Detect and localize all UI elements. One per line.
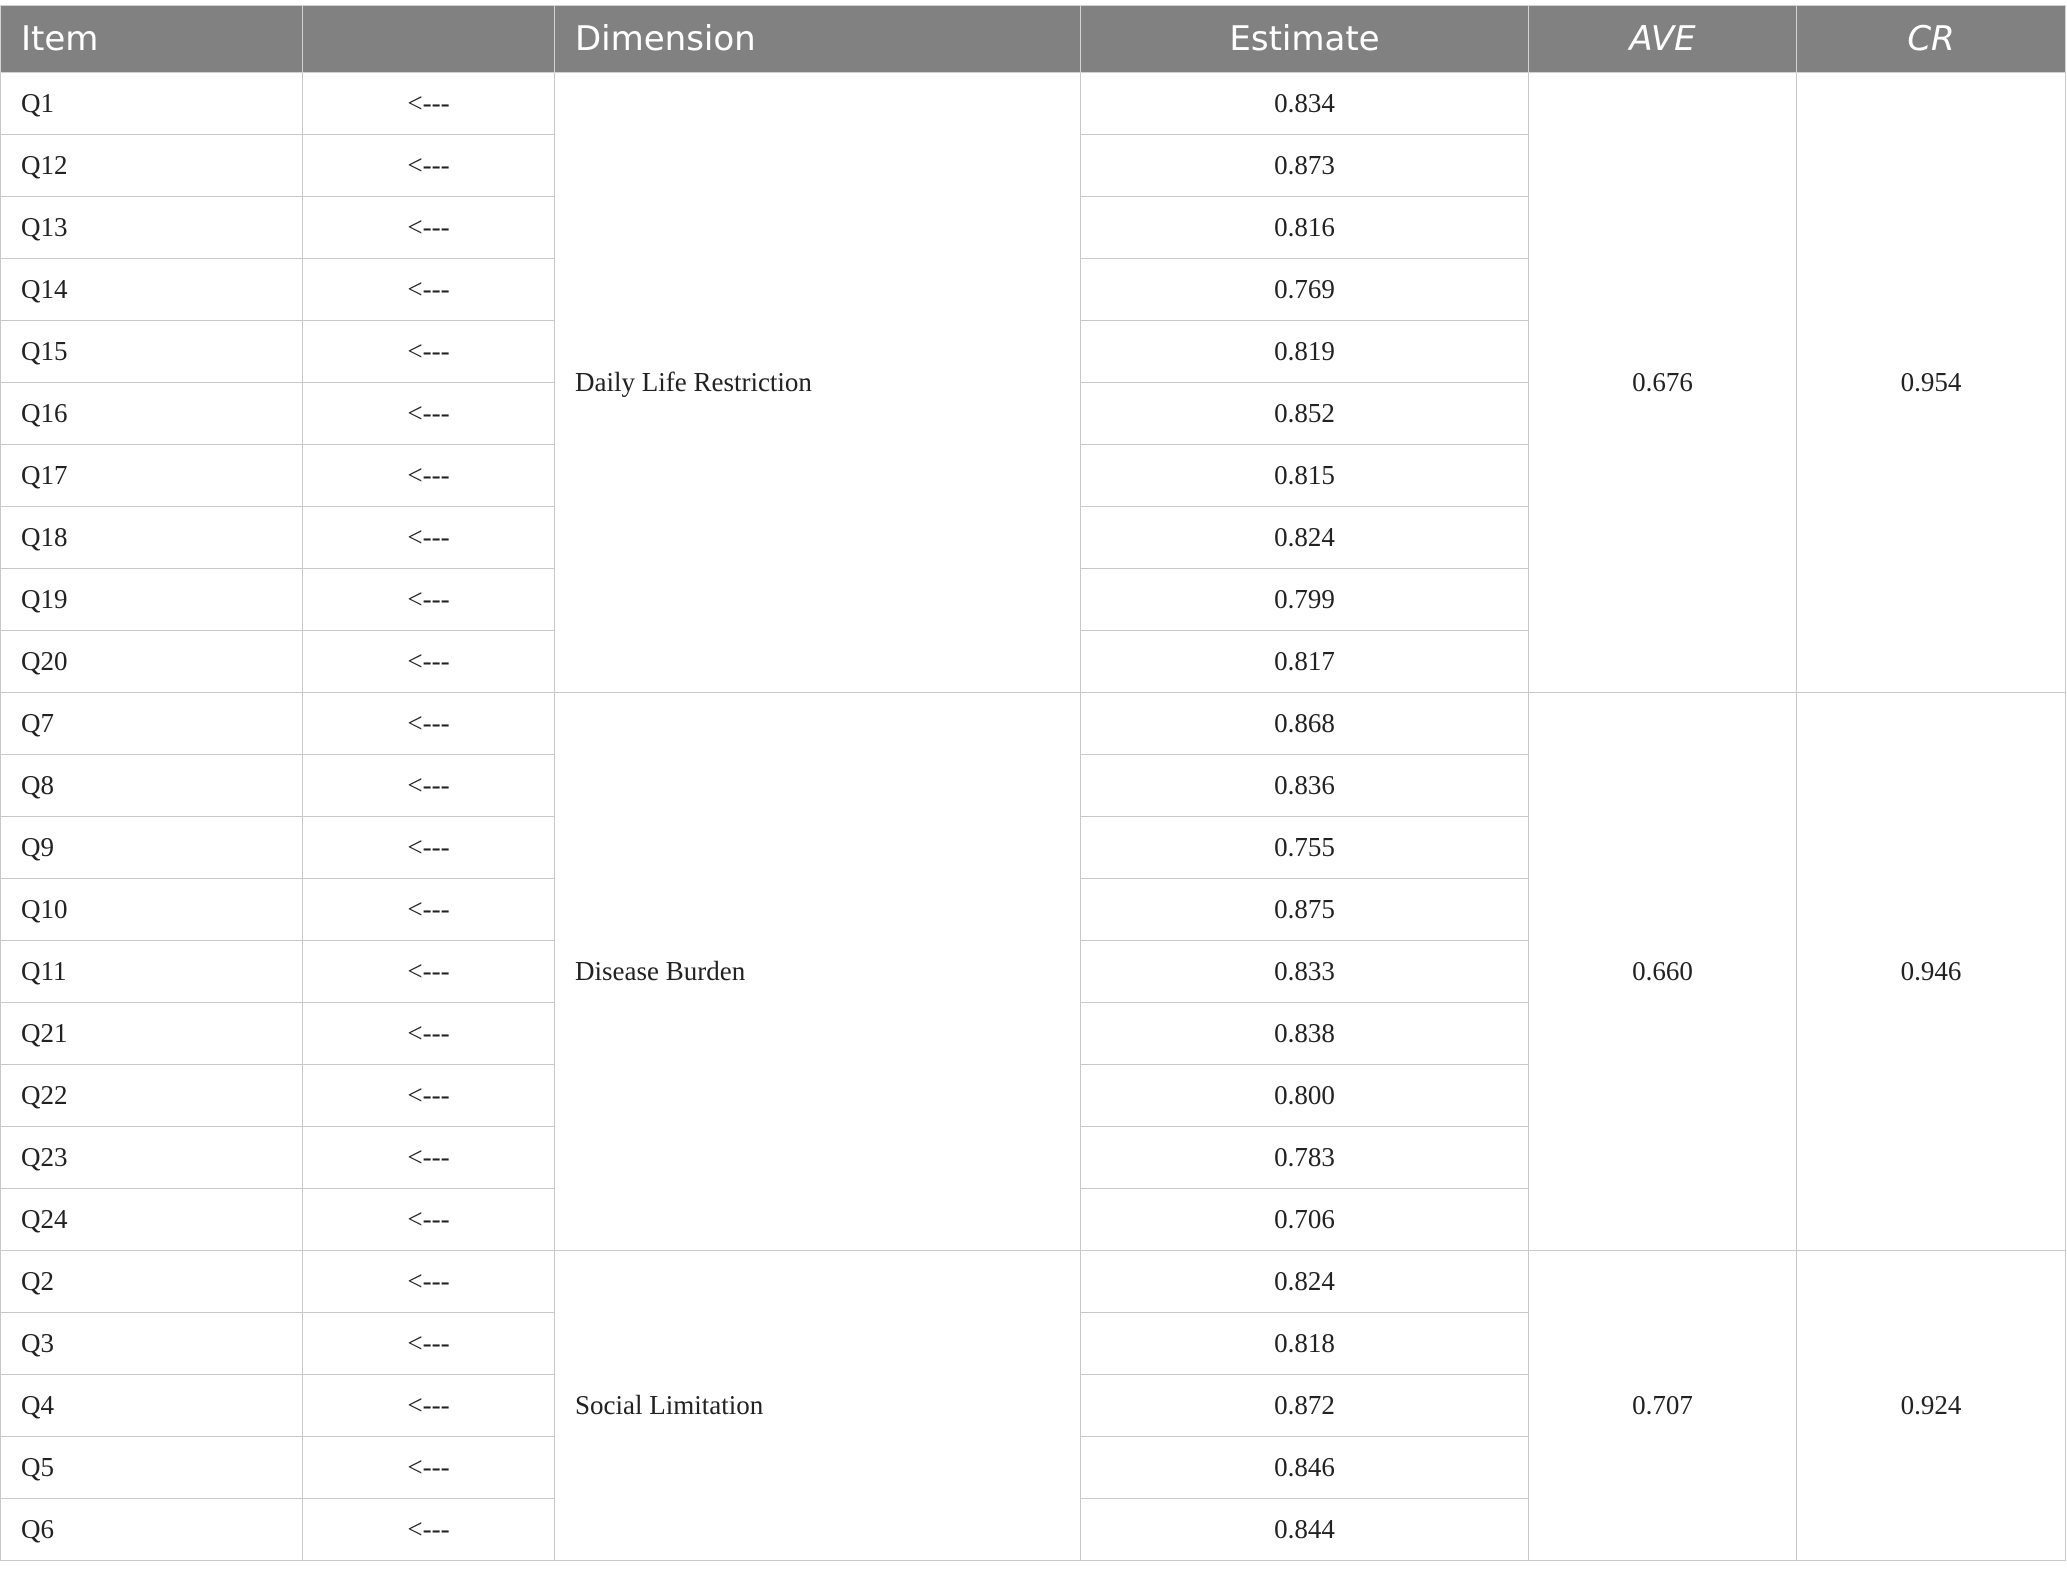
header-path: [303, 6, 555, 73]
item-cell: Q16: [1, 383, 303, 445]
estimate-cell: 0.836: [1081, 755, 1529, 817]
estimate-cell: 0.824: [1081, 1251, 1529, 1313]
item-cell: Q24: [1, 1189, 303, 1251]
header-item: Item: [1, 6, 303, 73]
item-cell: Q15: [1, 321, 303, 383]
estimate-cell: 0.844: [1081, 1499, 1529, 1561]
item-cell: Q17: [1, 445, 303, 507]
item-cell: Q12: [1, 135, 303, 197]
item-cell: Q10: [1, 879, 303, 941]
item-cell: Q23: [1, 1127, 303, 1189]
table-row: [1, 693, 2066, 755]
path-arrow-cell: <---: [303, 135, 555, 197]
estimate-cell: 0.815: [1081, 445, 1529, 507]
path-arrow-cell: <---: [303, 1437, 555, 1499]
header-estimate: Estimate: [1081, 6, 1529, 73]
cfa-table: [0, 5, 2066, 1561]
path-arrow-cell: <---: [303, 507, 555, 569]
path-arrow-cell: <---: [303, 1127, 555, 1189]
estimate-cell: 0.817: [1081, 631, 1529, 693]
dimension-cell: Disease Burden: [555, 693, 1081, 1251]
estimate-cell: 0.799: [1081, 569, 1529, 631]
header-ave: AVE: [1529, 6, 1797, 73]
table-row: [1, 73, 2066, 135]
path-arrow-cell: <---: [303, 1251, 555, 1313]
cr-cell: 0.924: [1797, 1251, 2066, 1561]
estimate-cell: 0.819: [1081, 321, 1529, 383]
item-cell: Q13: [1, 197, 303, 259]
estimate-cell: 0.834: [1081, 73, 1529, 135]
cr-cell: 0.954: [1797, 73, 2066, 693]
path-arrow-cell: <---: [303, 879, 555, 941]
item-cell: Q11: [1, 941, 303, 1003]
estimate-cell: 0.846: [1081, 1437, 1529, 1499]
path-arrow-cell: <---: [303, 321, 555, 383]
item-cell: Q3: [1, 1313, 303, 1375]
path-arrow-cell: <---: [303, 1189, 555, 1251]
estimate-cell: 0.838: [1081, 1003, 1529, 1065]
table-row: [1, 1251, 2066, 1313]
path-arrow-cell: <---: [303, 569, 555, 631]
path-arrow-cell: <---: [303, 1065, 555, 1127]
path-arrow-cell: <---: [303, 197, 555, 259]
estimate-cell: 0.824: [1081, 507, 1529, 569]
item-cell: Q19: [1, 569, 303, 631]
item-cell: Q22: [1, 1065, 303, 1127]
ave-cell: 0.660: [1529, 693, 1797, 1251]
estimate-cell: 0.706: [1081, 1189, 1529, 1251]
path-arrow-cell: <---: [303, 1499, 555, 1561]
item-cell: Q2: [1, 1251, 303, 1313]
item-cell: Q5: [1, 1437, 303, 1499]
path-arrow-cell: <---: [303, 817, 555, 879]
path-arrow-cell: <---: [303, 259, 555, 321]
estimate-cell: 0.873: [1081, 135, 1529, 197]
header-dimension: Dimension: [555, 6, 1081, 73]
estimate-cell: 0.769: [1081, 259, 1529, 321]
item-cell: Q14: [1, 259, 303, 321]
table-body: [1, 73, 2066, 1561]
path-arrow-cell: <---: [303, 73, 555, 135]
estimate-cell: 0.872: [1081, 1375, 1529, 1437]
path-arrow-cell: <---: [303, 1375, 555, 1437]
item-cell: Q18: [1, 507, 303, 569]
item-cell: Q7: [1, 693, 303, 755]
estimate-cell: 0.755: [1081, 817, 1529, 879]
estimate-cell: 0.783: [1081, 1127, 1529, 1189]
estimate-cell: 0.816: [1081, 197, 1529, 259]
header-cr: CR: [1797, 6, 2066, 73]
item-cell: Q8: [1, 755, 303, 817]
estimate-cell: 0.833: [1081, 941, 1529, 1003]
path-arrow-cell: <---: [303, 1313, 555, 1375]
estimate-cell: 0.868: [1081, 693, 1529, 755]
path-arrow-cell: <---: [303, 445, 555, 507]
path-arrow-cell: <---: [303, 631, 555, 693]
item-cell: Q21: [1, 1003, 303, 1065]
path-arrow-cell: <---: [303, 693, 555, 755]
estimate-cell: 0.852: [1081, 383, 1529, 445]
cr-cell: 0.946: [1797, 693, 2066, 1251]
path-arrow-cell: <---: [303, 383, 555, 445]
dimension-cell: Social Limitation: [555, 1251, 1081, 1561]
item-cell: Q9: [1, 817, 303, 879]
estimate-cell: 0.875: [1081, 879, 1529, 941]
dimension-cell: Daily Life Restriction: [555, 73, 1081, 693]
path-arrow-cell: <---: [303, 755, 555, 817]
ave-cell: 0.676: [1529, 73, 1797, 693]
item-cell: Q1: [1, 73, 303, 135]
estimate-cell: 0.818: [1081, 1313, 1529, 1375]
ave-cell: 0.707: [1529, 1251, 1797, 1561]
estimate-cell: 0.800: [1081, 1065, 1529, 1127]
item-cell: Q20: [1, 631, 303, 693]
item-cell: Q6: [1, 1499, 303, 1561]
table-header: [1, 6, 2066, 73]
header-row: [1, 6, 2066, 73]
path-arrow-cell: <---: [303, 1003, 555, 1065]
path-arrow-cell: <---: [303, 941, 555, 1003]
item-cell: Q4: [1, 1375, 303, 1437]
